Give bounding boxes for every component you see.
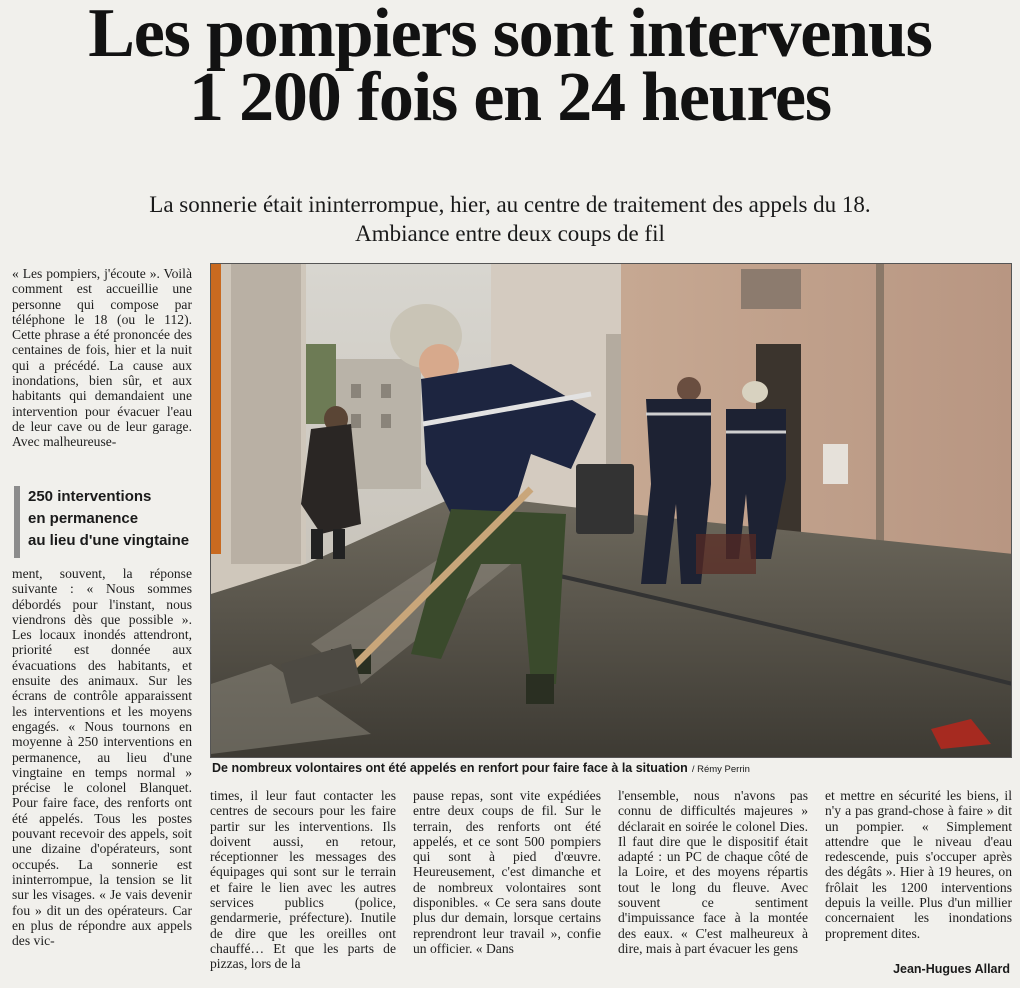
photo-caption-text: De nombreux volontaires ont été appelés en renfort pour faire face à la situation bbox=[212, 761, 688, 775]
photo-caption bbox=[212, 761, 1012, 775]
column-2 bbox=[210, 788, 396, 980]
pull-quote-line-3: au lieu d'une vingtaine bbox=[28, 532, 190, 549]
headline-line-1: Les pompiers sont intervenus bbox=[88, 0, 932, 72]
flooded-street-photo bbox=[211, 264, 1012, 758]
deck-subtitle bbox=[0, 190, 1020, 248]
pull-quote-line-2: en permanence bbox=[28, 510, 139, 527]
column-4 bbox=[618, 788, 808, 980]
deck-line-2: Ambiance entre deux coups de fil bbox=[355, 221, 665, 246]
column-3-text: pause repas, sont vite expédiées entre deux coups de fil. Sur le terrain, des renforts ont été appelés, et ce sont 500 pompiers qui sont à pied d'œuvre. Heureusement, c'est dimanche et de nombreux volontaires sont disponibles. « Ce sera sans doute plus dur demain, lorsque certains reprendront leur travail », confie un officier. « Dans bbox=[413, 788, 601, 956]
column-5 bbox=[825, 788, 1012, 960]
headline bbox=[0, 0, 1020, 136]
column-1-top-text: « Les pompiers, j'écoute ». Voilà comment est accueillie une personne qui compose par téléphone le 18 (ou le 112). Cette phrase a été prononcée des centaines de fois, hier et la nuit qui a précédé. La cause aux inondations, bien sûr, et aux habitants qui demandaient une intervention pour évacuer l'eau de leur cave ou de leur garage. Avec malheureuse- bbox=[12, 266, 192, 450]
column-1-bottom bbox=[12, 566, 192, 982]
pull-quote-line-1: 250 interventions bbox=[28, 488, 152, 505]
photo-credit: / Rémy Perrin bbox=[691, 764, 750, 775]
deck-line-1: La sonnerie était ininterrompue, hier, au centre de traitement des appels du 18. bbox=[149, 192, 871, 217]
column-3 bbox=[413, 788, 601, 980]
pull-quote bbox=[14, 486, 194, 558]
column-4-text: l'ensemble, nous n'avons pas connu de difficultés majeures » déclarait en soirée le colonel Dies. Il faut dire que le dispositif était adapté : un PC de chaque côté de la Loire, et des moyens répartis tout le long du fleuve. Avec souvent ce sentiment d'impuissance face à la montée des eaux. « C'est malheureux à dire, mais à part évacuer les gens bbox=[618, 788, 808, 956]
column-1-top bbox=[12, 266, 192, 450]
article-photo bbox=[210, 263, 1012, 758]
author-signature: Jean-Hugues Allard bbox=[893, 962, 1010, 976]
column-5-text: et mettre en sécurité les biens, il n'y a pas grand-chose à faire » dit un pompier. « Simplement attendre que le niveau d'eau redescende, puis s'occuper après des dégâts ». Hier à 19 heures, on frôlait les 1200 interventions depuis la veille. Plus d'un millier concernaient les inondations proprement dites. bbox=[825, 788, 1012, 941]
column-1-bottom-text: ment, souvent, la réponse suivante : « Nous sommes débordés pour l'instant, nous viendrons dès que possible ». Les locaux inondés attendront, priorité est donnée aux évacuations des habitants, et ensuite des animaux. Sur les écrans de contrôle apparaissent les interventions et les moyens engagés. « Nous tournons en moyenne à 250 interventions en permanence, au lieu d'une vingtaine en temps normal » précise le colonel Blanquet. Pour faire face, des renforts ont été appelés. Tous les postes pouvant recevoir des appels, soit une dizaine d'opérateurs, sont occupés. La sonnerie est ininterrompue, la tension se lit sur les visages. « Je vais devenir fou » dit un des opérateurs. Car en plus de répondre aux appels des vic- bbox=[12, 566, 192, 949]
column-2-text: times, il leur faut contacter les centres de secours pour les faire partir sur les interventions. Ils doivent aussi, en retour, réceptionner les messages des équipages qui sont sur le terrain et faire le lien avec les autres services publics (police, gendarmerie, préfecture). Inutile de dire que les oreilles ont chauffé… Et que les parts de pizzas, lors de la bbox=[210, 788, 396, 972]
headline-line-2: 1 200 fois en 24 heures bbox=[189, 59, 831, 136]
